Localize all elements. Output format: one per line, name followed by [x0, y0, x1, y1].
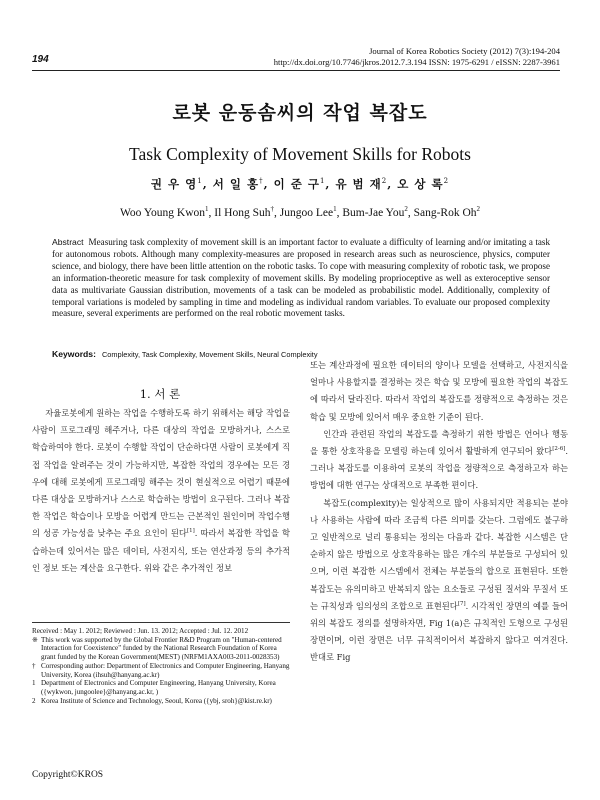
footnote-mark: 2: [32, 696, 36, 705]
journal-doi-issn: http://dx.doi.org/10.7746/jkros.2012.7.3.194 ISSN: 1975-6291 / eISSN: 2287-3961: [273, 57, 560, 67]
footnote: [32, 679, 290, 696]
author-name: 이 준 구: [273, 177, 320, 191]
authors-english: Woo Young Kwon$^1$, Il Hong Suh†, Jungoo Lee$^1$, Bum-Jae You$^2$, Sang-Rok Oh$^2$: [119, 205, 481, 219]
citation: [2-6]: [552, 446, 566, 453]
section-title-introduction: 1. 서 론: [139, 387, 181, 401]
header-rule: [32, 70, 560, 71]
body-column-left: [32, 405, 290, 577]
author-affiliation-mark: 1: [333, 205, 337, 213]
copyright: Copyright©KROS: [32, 770, 104, 780]
abstract-text: Measuring task complexity of movement skill is an important factor to evaluate a difficulty of learning and/or imitating a task for autonomous robots. Although many complexity-measures are proposed in research areas such as neuroscience, physics, computer science, and biology, there have been little attention on the robotic tasks. To cope with measuring complexity of robotic task, we propose an information-theoretic measure for task complexity of movement skills. By modeling proprioceptive as well as exteroceptive sensor data as multivariate Gaussian distribution, movements of a task can be modeled as probabilistic model. Additionally, complexity of temporal variations is modeled by sampling in time and modeling as individual random variables. To evaluate our proposed complexity measure, several experiments are performed on the real robotic movement tasks.: [52, 237, 550, 319]
footnote-mark: 1: [32, 679, 36, 688]
journal-info: [274, 46, 560, 68]
author-affiliation-mark: 2: [381, 177, 388, 186]
author-name: Jungoo Lee: [279, 206, 334, 219]
footnote: [32, 627, 290, 636]
author-name: Il Hong Suh: [214, 206, 271, 219]
footnote-text: Received : May 1. 2012; Reviewed : Jun. 13. 2012; Accepted : Jul. 12. 2012: [32, 627, 249, 635]
author-affiliation-mark: 2: [404, 205, 408, 213]
author-affiliation-mark: 2: [476, 205, 481, 213]
footnote-text: Corresponding author: Department of Electronics and Computer Engineering, Hanyang University, Korea (ihsuh@hanyang.ac.kr): [41, 661, 290, 679]
footnote-text: Department of Electronics and Computer Engineering, Hanyang University, Korea ({wykwon, jungoolee}@hanyang.ac.kr, ): [41, 679, 276, 696]
paragraph: 복잡도(complexity)는 일상적으로 많이 사용되지만 적용되는 분야나 사용하는 사람에 따라 조금씩 다른 의미를 갖는다. 그럼에도 불구하고 일반적으로 널리 통용되는 정의는 다음과 같다. 복잡한 시스템은 단순하지 않은 방법으로 상호작용하는 많은 개수의 부분들로 구성되어 있으며, 이런 복잡한 시스템에서 전체는 부분들의 합으로 표현된다. 또한 복잡도는 유의미하고 반복되지 않는 요소들로 구성된 질서와 무질서 또는 규칙성과 임의성의 조합으로 표현된다[7]. 시각적인 장면의 예를 들어 위의 복잡도 정의를 설명하자면, Fig 1(a)은 규칙적인 도형으로 구성된 장면이며, 이런 장면은 너무 규칙적이어서 복잡하지 않다고 여겨진다. 반대로 Fig: [310, 497, 568, 663]
author-affiliation-mark: †: [270, 205, 274, 213]
citation: [1]: [186, 528, 195, 535]
citation: [7]: [457, 601, 466, 608]
author-affiliation-mark: 1: [319, 177, 326, 186]
abstract: [52, 237, 550, 320]
title-korean: 로봇 운동솜씨의 작업 복잡도: [172, 102, 428, 124]
footnote: [32, 697, 290, 706]
body-column-right: [310, 357, 568, 667]
footnote-text: Korea Institute of Science and Technology, Seoul, Korea ({ybj, sroh}@kist.re.kr): [41, 696, 272, 705]
author-name: Sang-Rok Oh: [413, 206, 477, 219]
page-number: 194: [32, 54, 49, 65]
author-affiliation-mark: 1: [205, 205, 209, 213]
authors-korean: 권 우 영$^1$, 서 일 홍†, 이 준 구$^1$, 유 범 재$^2$, 오 상 록$^2$: [150, 177, 450, 191]
footnotes: [32, 627, 290, 705]
title-english: Task Complexity of Movement Skills for Robots: [129, 144, 471, 164]
journal-citation: Journal of Korea Robotics Society (2012) 7(3):194-204: [369, 46, 560, 56]
author-affiliation-mark: 1: [197, 177, 203, 186]
author-name: 오 상 록: [397, 177, 444, 191]
author-name: Woo Young Kwon: [119, 206, 206, 219]
footnote: [32, 662, 290, 679]
footnote-text: This work was supported by the Global Frontier R&D Program on "Human-centered Interaction for Coexistence" funded by the National Research Foundation of Korea grant funded by the Korean Government(MEST) (NRFM1AXA003-2011-0028353): [41, 635, 282, 662]
paragraph: 또는 계산과정에 필요한 데이터의 양이나 모델을 선택하고, 사전지식을 얼마나 사용할지를 결정하는 것은 학습 및 모방에 필요한 작업의 복잡도에 따라서 달라진다. 따라서 작업의 복잡도를 정량적으로 측정하는 것은 학습 및 모방에 있어서 매우 중요한 기준이 된다.: [310, 360, 568, 422]
author-affiliation-mark: 2: [443, 177, 450, 186]
paragraph: 인간과 관련된 작업의 복잡도를 측정하기 위한 방법은 언어나 행동을 통한 상호작용을 모델링 하는데 있어서 활발하게 연구되어 왔다[2-6]. 그러나 복잡도를 이용하여 로봇의 작업을 정량적으로 측정하고자 하는 방법에 대한 연구는 상대적으로 부족한 편이다.: [310, 428, 568, 491]
keywords-label: Keywords:: [52, 349, 96, 359]
author-name: 권 우 영: [150, 177, 198, 191]
author-name: 서 일 홍: [212, 177, 260, 191]
keywords-text: Complexity, Task Complexity, Movement Skills, Neural Complexity: [101, 350, 318, 359]
author-name: Bum-Jae You: [342, 206, 405, 219]
author-name: 유 범 재: [335, 177, 382, 191]
abstract-label: Abstract: [52, 237, 84, 247]
paragraph: 자율로봇에게 원하는 작업을 수행하도록 하기 위해서는 해당 작업을 사람이 프로그래밍 해주거나, 다른 대상의 작업을 모방하거나, 스스로 학습하여야 한다. 로봇이 수행할 작업이 단순하다면 사람이 로봇에게 직접 작업을 알려주는 것이 가능하지만, 복잡한 작업의 경우에는 모든 경우에 대해 로봇에게 프로그래밍 해주는 것이 현실적으로 어렵기 때문에 다른 대상을 모방하거나 스스로 학습하는 방법이 요구된다. 그러나 복잡한 작업은 학습이나 모방을 어렵게 만드는 근본적인 원인이며 작업수행의 성공 가능성을 낮추는 주요 요인이 된다[1]. 따라서 복잡한 작업을 학습하는데 있어서는 많은 데이터, 사전지식, 또는 연산과정 등의 추가적인 정보 또는 계산을 요구한다. 위와 같은 추가적인 정보: [32, 408, 290, 573]
author-affiliation-mark: †: [259, 177, 264, 186]
footnote-mark: ※: [32, 635, 38, 644]
footnote: [32, 636, 290, 662]
footnote-mark: †: [32, 661, 36, 670]
footnote-rule: [32, 622, 290, 623]
